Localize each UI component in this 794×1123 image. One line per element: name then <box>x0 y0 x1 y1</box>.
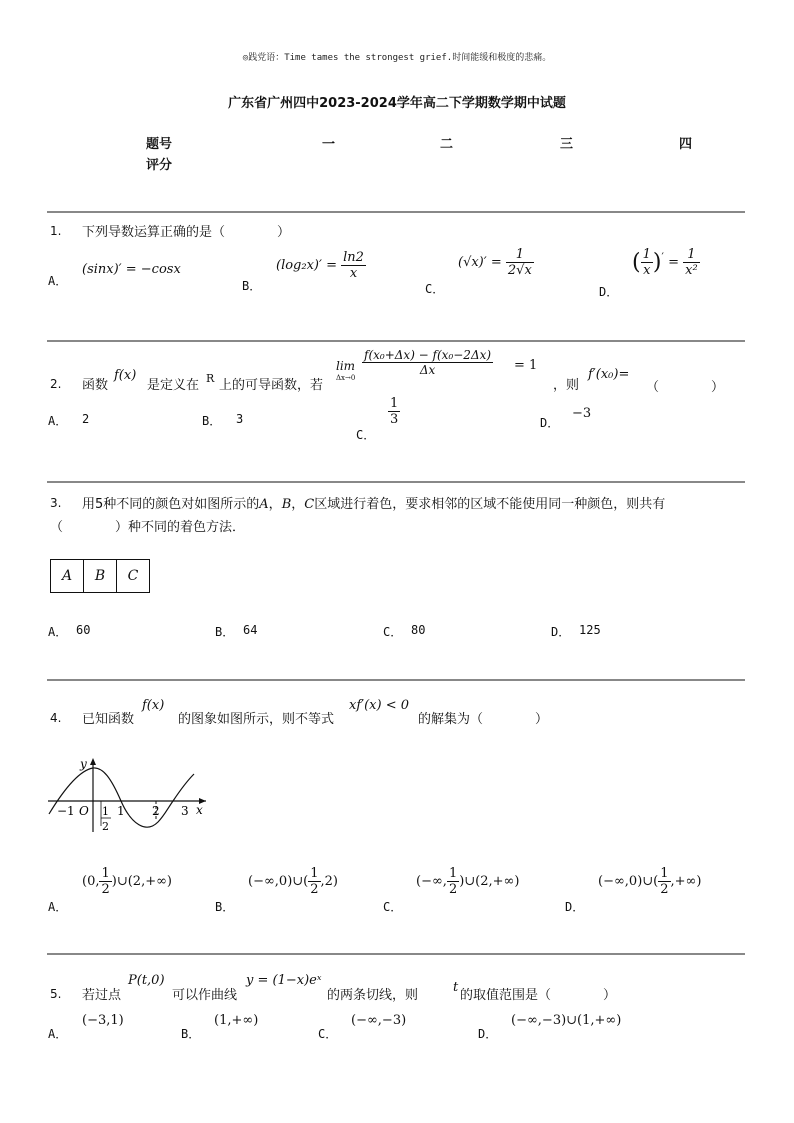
q2-option-b-letter[interactable]: B． <box>202 414 222 428</box>
half-den: 2 <box>102 820 109 833</box>
q1-option-d-num: 1 <box>683 247 700 263</box>
q4-option-b-p1: (−∞,0)∪( <box>248 874 309 889</box>
q4-number: 4. <box>50 711 62 725</box>
q3-region-diagram <box>50 559 150 593</box>
q2-lim-eq: = 1 <box>514 358 538 373</box>
q5-option-c-letter[interactable]: C． <box>318 1027 338 1041</box>
tick-1: 1 <box>117 804 125 818</box>
q3-option-b-value: 64 <box>243 623 258 637</box>
q4-option-b-expr <box>248 866 338 897</box>
q3-label-c: C <box>304 497 315 512</box>
q4-function-graph <box>46 756 216 834</box>
q2-stem-d: ，则 <box>553 378 580 393</box>
q4-fx: f(x) <box>142 698 165 713</box>
q5-option-b-letter[interactable]: B． <box>181 1027 201 1041</box>
q5-stem-a: 若过点 <box>82 988 122 1003</box>
q3-stem-part: 用5种不同的颜色对如图所示的 <box>82 497 260 512</box>
q4-option-c-num: 1 <box>448 866 458 881</box>
q1-option-c-letter[interactable]: C． <box>425 282 445 296</box>
q5-option-d-letter[interactable]: D． <box>478 1027 498 1041</box>
q5-curve: y = (1−x)eˣ <box>246 973 322 988</box>
q1-option-d-eq: = <box>668 255 679 270</box>
q1-option-b-expr <box>276 250 366 281</box>
q4-inequality: xf′(x) < 0 <box>349 698 409 713</box>
q2-option-b-value: 3 <box>236 412 244 426</box>
q1-option-b-letter[interactable]: B． <box>242 279 262 293</box>
y-axis-label: y <box>80 757 87 771</box>
q2-paren: （ ） <box>646 380 725 395</box>
region-c: C <box>117 560 150 593</box>
q4-option-a-letter[interactable]: A． <box>48 900 68 914</box>
q1-option-c-lhs: (√x)′ = <box>458 255 502 270</box>
y-axis-arrow <box>90 758 96 765</box>
q4-option-a-expr <box>82 866 172 897</box>
q1-option-c-den: 2√x <box>507 263 532 278</box>
q2-stem-a: 函数 <box>82 378 109 393</box>
score-col-4: 四 <box>679 137 693 152</box>
q3-stem-line1: 用5种不同的颜色对如图所示的A，B，C区域进行着色，要求相邻的区域不能使用同一种颜色，则共有 <box>82 497 666 512</box>
q5-stem-d: 的取值范围是（ ） <box>460 988 617 1003</box>
tick-2: 2 <box>152 804 160 818</box>
divider <box>47 481 745 483</box>
q2-fx: f(x) <box>114 368 137 383</box>
q2-stem-c: 上的可导函数，若 <box>219 378 324 393</box>
q4-option-d-expr <box>598 866 701 897</box>
function-curve <box>49 768 194 827</box>
q4-option-b-den: 2 <box>310 882 319 897</box>
q1-option-b-lhs: (log₂x)′ = <box>276 258 337 273</box>
page-title: 广东省广州四中2023-2024学年高二下学期数学期中试题 <box>228 96 566 111</box>
score-col-3: 三 <box>560 137 574 152</box>
q2-option-c-num: 1 <box>390 396 399 411</box>
q5-option-c-value: (−∞,−3) <box>351 1013 407 1028</box>
q2-option-c-den: 3 <box>390 412 399 427</box>
q4-option-c-p1: (−∞, <box>416 874 447 889</box>
q2-lim: lim <box>336 359 356 373</box>
x-axis-label: x <box>196 803 203 817</box>
q1-option-d-letter[interactable]: D． <box>599 285 619 299</box>
divider <box>47 340 745 342</box>
q2-option-c-fraction <box>388 396 400 427</box>
q5-point: P(t,0) <box>128 973 165 988</box>
q5-stem-c: 的两条切线，则 <box>327 988 419 1003</box>
q4-option-d-num: 1 <box>660 866 669 881</box>
q1-option-d-lhs-num: 1 <box>642 247 651 262</box>
q1-option-a-expr: (sinx)′ = −cosx <box>82 262 181 277</box>
q5-option-a-value: (−3,1) <box>82 1013 124 1028</box>
q4-option-c-expr <box>416 866 519 897</box>
q3-stem-line2: （ ）种不同的着色方法． <box>50 520 246 535</box>
q1-option-a-letter[interactable]: A． <box>48 274 68 288</box>
q2-option-a-letter[interactable]: A． <box>48 414 68 428</box>
q5-stem-b: 可以作曲线 <box>172 988 238 1003</box>
q2-R: R <box>206 372 215 385</box>
q3-option-d-letter[interactable]: D． <box>551 625 571 639</box>
header-watermark: ◎践党语：Time tames the strongest grief.时间能缓和极度的悲痛。 <box>242 53 552 63</box>
q5-option-b-value: (1,+∞) <box>214 1013 259 1028</box>
q4-option-d-den: 2 <box>660 882 669 897</box>
q1-option-b-den: x <box>349 266 358 281</box>
q3-label-a: A <box>259 497 269 512</box>
q2-option-d-letter[interactable]: D． <box>540 416 560 430</box>
q1-number: 1. <box>50 224 62 238</box>
q4-option-a-num: 1 <box>101 866 110 881</box>
q3-option-c-value: 80 <box>411 623 426 637</box>
q3-option-a-letter[interactable]: A． <box>48 625 68 639</box>
q3-option-c-letter[interactable]: C． <box>383 625 403 639</box>
q1-option-d-expr: ( $\frac{1}{x}$ )′ = $\frac{1}{\text{x²}}$ <box>632 247 698 278</box>
q4-option-a-p1: (0, <box>82 874 100 889</box>
q4-option-d-p1: (−∞,0)∪( <box>598 874 659 889</box>
q2-option-a-value: 2 <box>82 412 90 426</box>
q4-stem-b: 的图象如图所示，则不等式 <box>178 712 335 727</box>
q1-stem: 下列导数运算正确的是（ ） <box>82 225 291 240</box>
q4-option-c-letter[interactable]: C． <box>383 900 403 914</box>
q4-option-c-p2: )∪(2,+∞) <box>459 874 520 889</box>
q3-option-b-letter[interactable]: B． <box>215 625 235 639</box>
q3-stem-part-b: 区域进行着色，要求相邻的区域不能使用同一种颜色，则共有 <box>314 497 666 512</box>
q2-limit-fraction <box>362 348 493 377</box>
q3-number: 3. <box>50 496 62 510</box>
q5-number: 5. <box>50 987 62 1001</box>
q2-option-c-letter[interactable]: C． <box>356 428 376 442</box>
region-b: B <box>84 560 117 593</box>
q4-stem-c: 的解集为（ ） <box>418 712 549 727</box>
q5-option-d-value: (−∞,−3)∪(1,+∞) <box>511 1013 622 1028</box>
q3-option-a-value: 60 <box>76 623 91 637</box>
tick-3: 3 <box>181 804 189 818</box>
q1-option-d-lhs-den: x <box>643 263 651 278</box>
q1-option-c-expr <box>458 247 534 278</box>
q2-number: 2. <box>50 377 62 391</box>
q3-option-d-value: 125 <box>579 623 601 637</box>
tick-neg1: −1 <box>57 804 75 818</box>
q2-lim-num: f(x₀+Δx) − f(x₀−2Δx) <box>364 348 492 362</box>
q4-stem-a: 已知函数 <box>82 712 135 727</box>
q2-stem-b: 是定义在 <box>147 378 200 393</box>
q4-option-b-p2: ,2) <box>320 874 338 889</box>
score-col-2: 二 <box>440 137 454 152</box>
q2-fprime: f′(x₀)= <box>588 367 630 382</box>
q1-option-d-den: x² <box>685 263 698 278</box>
q4-option-c-den: 2 <box>448 882 458 897</box>
score-col-1: 一 <box>322 137 336 152</box>
q2-lim-den: Δx <box>419 363 436 377</box>
half-num: 1 <box>102 805 109 818</box>
q1-option-c-num: 1 <box>506 247 534 263</box>
origin-label: O <box>79 804 89 818</box>
region-a: A <box>51 560 84 593</box>
q4-option-b-letter[interactable]: B． <box>215 900 235 914</box>
divider <box>47 211 745 213</box>
q4-option-b-num: 1 <box>310 866 319 881</box>
q4-option-d-letter[interactable]: D． <box>565 900 585 914</box>
q3-label-b: B <box>281 497 292 512</box>
score-row-label: 题号 <box>146 137 173 152</box>
q4-option-a-den: 2 <box>101 882 110 897</box>
score-row-label-2: 评分 <box>146 158 173 173</box>
q2-lim-sub: Δx→0 <box>336 374 356 382</box>
divider <box>47 679 745 681</box>
q5-option-a-letter[interactable]: A． <box>48 1027 68 1041</box>
divider <box>47 953 745 955</box>
q2-option-d-value: −3 <box>572 406 592 421</box>
q1-option-b-num: ln2 <box>343 250 364 265</box>
q4-option-d-p2: ,+∞) <box>670 874 702 889</box>
q5-t: t <box>453 980 459 995</box>
q4-option-a-p2: )∪(2,+∞) <box>111 874 172 889</box>
